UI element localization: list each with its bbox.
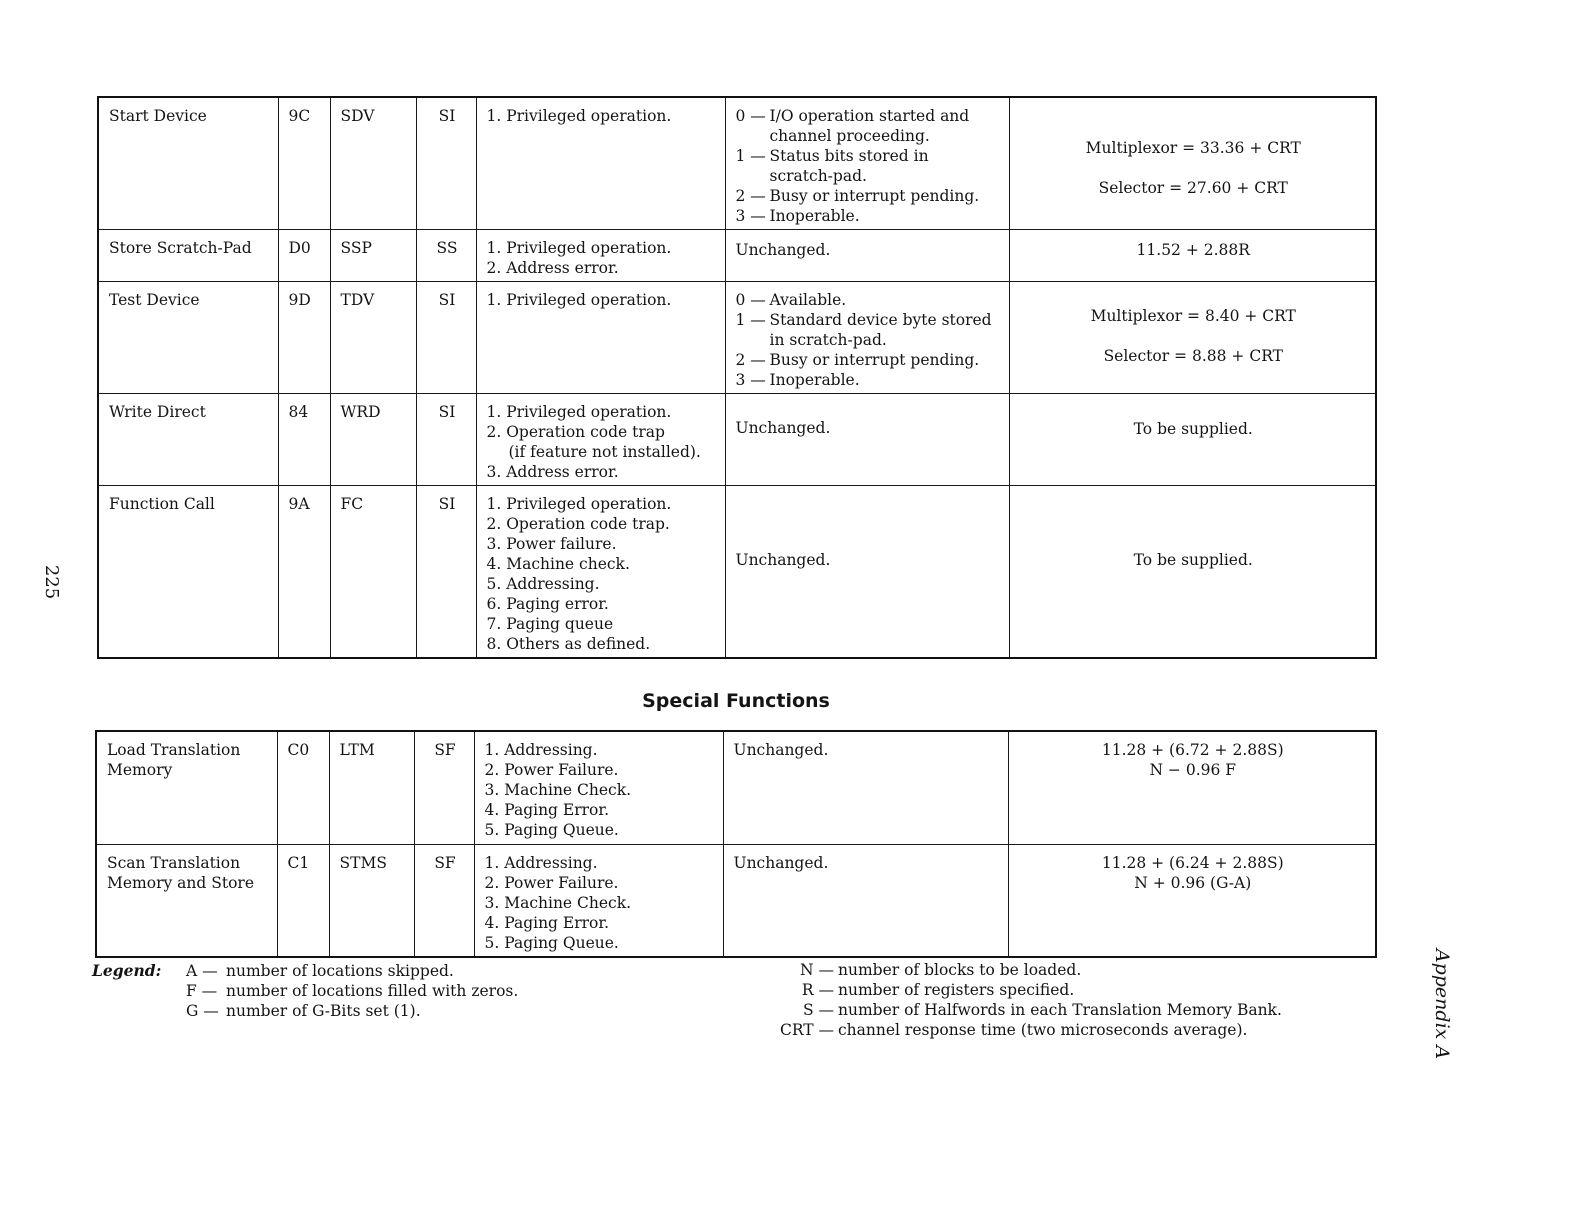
execution-time bbox=[1008, 731, 1376, 844]
execution-time bbox=[1009, 486, 1376, 659]
execution-time bbox=[1009, 282, 1376, 394]
legend bbox=[92, 961, 1392, 1041]
cc-value: I/O operation started and bbox=[769, 107, 970, 125]
time-line: 11.52 + 2.88R bbox=[1136, 241, 1250, 259]
execution-time bbox=[1008, 844, 1376, 957]
time-line: Multiplexor = 33.36 + CRT bbox=[1085, 139, 1301, 157]
exception-item: 2. Operation code trap bbox=[486, 423, 665, 441]
cc-key: 2 — bbox=[735, 187, 766, 205]
cc-item bbox=[736, 310, 1001, 330]
format: SI bbox=[416, 97, 476, 230]
mnemonic: SDV bbox=[330, 97, 416, 230]
exception-item: 3. Machine Check. bbox=[484, 781, 632, 799]
cc-key: 1 — bbox=[735, 311, 766, 329]
mnemonic: SSP bbox=[330, 230, 416, 282]
legend-item bbox=[186, 961, 518, 981]
op-code: 9C bbox=[278, 97, 330, 230]
mnemonic: STMS bbox=[329, 844, 414, 957]
instruction-name bbox=[98, 486, 278, 659]
mnemonic: TDV bbox=[330, 282, 416, 394]
instruction-name bbox=[96, 731, 277, 844]
program-exceptions bbox=[476, 230, 725, 282]
condition-code bbox=[725, 282, 1009, 394]
exception-item: 2. Operation code trap. bbox=[486, 515, 670, 533]
exception-item: 5. Paging Queue. bbox=[484, 821, 619, 839]
instruction-name-text: Write Direct bbox=[109, 403, 206, 421]
program-exceptions bbox=[474, 731, 723, 844]
exception-item: 1. Privileged operation. bbox=[486, 403, 672, 421]
cc-item bbox=[736, 106, 1001, 126]
section-title: Special Functions bbox=[642, 690, 830, 712]
exception-item: 5. Addressing. bbox=[486, 575, 600, 593]
exception-item: 1. Addressing. bbox=[484, 853, 598, 872]
op-code: 84 bbox=[278, 394, 330, 486]
instruction-table bbox=[97, 96, 1377, 659]
exception-item: 2. Address error. bbox=[486, 259, 619, 277]
cc-unchanged: Unchanged. bbox=[735, 419, 831, 437]
format: SI bbox=[416, 394, 476, 486]
cc-value: Available. bbox=[769, 291, 847, 309]
exception-item: 8. Others as defined. bbox=[486, 635, 651, 653]
instruction-name bbox=[98, 282, 278, 394]
cc-unchanged: Unchanged. bbox=[735, 241, 831, 259]
time-line: Multiplexor = 8.40 + CRT bbox=[1090, 307, 1296, 325]
legend-desc: number of G-Bits set (1). bbox=[226, 1002, 421, 1020]
legend-key: R — bbox=[801, 981, 834, 999]
cc-item bbox=[736, 186, 1001, 206]
condition-code bbox=[725, 394, 1009, 486]
instruction-name-line: Load Translation bbox=[107, 741, 241, 759]
format: SF bbox=[414, 731, 474, 844]
legend-label: Legend: bbox=[92, 961, 162, 980]
legend-key: F — bbox=[186, 982, 218, 1000]
op-code: C0 bbox=[277, 731, 329, 844]
cc-item bbox=[736, 206, 1001, 226]
cc-unchanged: Unchanged. bbox=[733, 853, 829, 872]
cc-continuation: scratch-pad. bbox=[769, 167, 867, 185]
instruction-name bbox=[98, 230, 278, 282]
execution-time bbox=[1009, 97, 1376, 230]
instruction-name-text: Test Device bbox=[109, 291, 200, 309]
legend-desc: number of registers specified. bbox=[838, 981, 1075, 999]
table-row bbox=[98, 486, 1376, 659]
cc-item bbox=[736, 370, 1001, 390]
exception-item: 4. Paging Error. bbox=[484, 913, 609, 932]
time-line: 11.28 + (6.24 + 2.88S) bbox=[1101, 853, 1284, 872]
exception-item: 7. Paging queue bbox=[486, 615, 614, 633]
legend-desc: channel response time (two microseconds average). bbox=[838, 1021, 1248, 1039]
cc-key: 0 — bbox=[735, 291, 766, 309]
legend-item bbox=[186, 981, 518, 1001]
op-code: C1 bbox=[277, 844, 329, 957]
cc-value: Standard device byte stored bbox=[769, 311, 992, 329]
exception-item: 3. Address error. bbox=[486, 463, 619, 481]
legend-key: S — bbox=[802, 1001, 834, 1019]
page-number: 225 bbox=[41, 564, 62, 600]
condition-code bbox=[725, 230, 1009, 282]
exception-item: 4. Paging Error. bbox=[484, 801, 609, 819]
instruction-name bbox=[96, 844, 277, 957]
table-row bbox=[98, 394, 1376, 486]
legend-item bbox=[772, 980, 1282, 1000]
legend-key: A — bbox=[186, 962, 218, 980]
mnemonic: WRD bbox=[330, 394, 416, 486]
exception-item: 4. Machine check. bbox=[486, 555, 630, 573]
table-row bbox=[96, 731, 1376, 844]
instruction-name-line: Memory and Store bbox=[107, 873, 255, 892]
cc-value: Inoperable. bbox=[769, 207, 860, 225]
op-code: 9D bbox=[278, 282, 330, 394]
exception-item: 1. Privileged operation. bbox=[486, 239, 672, 257]
exception-item: 1. Privileged operation. bbox=[486, 107, 672, 125]
program-exceptions bbox=[476, 486, 725, 659]
cc-key: 1 — bbox=[735, 147, 766, 165]
cc-item bbox=[736, 290, 1001, 310]
mnemonic: FC bbox=[330, 486, 416, 659]
legend-key: G — bbox=[186, 1002, 219, 1020]
exception-item: 2. Power Failure. bbox=[484, 761, 619, 779]
legend-key: N — bbox=[800, 961, 834, 979]
table-row bbox=[98, 230, 1376, 282]
legend-desc: number of Halfwords in each Translation Memory Bank. bbox=[838, 1001, 1282, 1019]
exception-item: 3. Machine Check. bbox=[484, 893, 632, 912]
cc-continuation: channel proceeding. bbox=[769, 127, 930, 145]
instruction-name-line: Scan Translation bbox=[107, 853, 241, 872]
legend-item bbox=[772, 1000, 1282, 1020]
exception-item: 1. Privileged operation. bbox=[486, 291, 672, 309]
legend-left-list bbox=[186, 961, 518, 1021]
cc-value: Inoperable. bbox=[769, 371, 860, 389]
program-exceptions bbox=[476, 282, 725, 394]
cc-value: Status bits stored in bbox=[769, 147, 929, 165]
time-line: To be supplied. bbox=[1133, 551, 1253, 569]
cc-unchanged: Unchanged. bbox=[733, 741, 829, 759]
op-code: 9A bbox=[278, 486, 330, 659]
legend-item bbox=[186, 1001, 518, 1021]
instruction-name-text: Store Scratch-Pad bbox=[109, 239, 252, 257]
cc-value: Busy or interrupt pending. bbox=[769, 187, 980, 205]
cc-key: 3 — bbox=[735, 371, 766, 389]
execution-time bbox=[1009, 230, 1376, 282]
cc-unchanged: Unchanged. bbox=[735, 551, 831, 569]
cc-item bbox=[736, 350, 1001, 370]
cc-key: 2 — bbox=[735, 351, 766, 369]
exception-item: 5. Paging Queue. bbox=[484, 933, 619, 952]
cc-value: Busy or interrupt pending. bbox=[769, 351, 980, 369]
cc-item bbox=[736, 146, 1001, 166]
program-exceptions bbox=[476, 97, 725, 230]
condition-code bbox=[725, 486, 1009, 659]
legend-item bbox=[772, 960, 1282, 980]
legend-desc: number of locations skipped. bbox=[226, 962, 454, 980]
format: SF bbox=[414, 844, 474, 957]
instruction-name-text: Start Device bbox=[109, 107, 207, 125]
format: SI bbox=[416, 486, 476, 659]
instruction-name-text: Function Call bbox=[109, 495, 215, 513]
condition-code bbox=[723, 731, 1008, 844]
exception-item: 3. Power failure. bbox=[486, 535, 617, 553]
cc-key: 0 — bbox=[735, 107, 766, 125]
table-row bbox=[98, 282, 1376, 394]
instruction-name bbox=[98, 97, 278, 230]
cc-key: 3 — bbox=[735, 207, 766, 225]
time-line: N − 0.96 F bbox=[1149, 761, 1237, 779]
instruction-name-line: Memory bbox=[107, 761, 173, 779]
exception-item: (if feature not installed). bbox=[508, 443, 701, 461]
time-line: N + 0.96 (G-A) bbox=[1134, 873, 1252, 892]
condition-code bbox=[725, 97, 1009, 230]
appendix-label: Appendix A bbox=[1431, 948, 1453, 1060]
condition-code bbox=[723, 844, 1008, 957]
format: SI bbox=[416, 282, 476, 394]
time-line: 11.28 + (6.72 + 2.88S) bbox=[1101, 741, 1284, 759]
execution-time bbox=[1009, 394, 1376, 486]
table-row bbox=[98, 97, 1376, 230]
special-functions-table bbox=[95, 730, 1377, 958]
legend-right-list bbox=[772, 960, 1282, 1040]
program-exceptions bbox=[476, 394, 725, 486]
cc-continuation: in scratch-pad. bbox=[769, 331, 887, 349]
exception-item: 1. Addressing. bbox=[484, 741, 598, 759]
instruction-name bbox=[98, 394, 278, 486]
exception-item: 2. Power Failure. bbox=[484, 873, 619, 892]
legend-item bbox=[772, 1020, 1282, 1040]
table-row bbox=[96, 844, 1376, 957]
time-line: Selector = 27.60 + CRT bbox=[1098, 179, 1288, 197]
op-code: D0 bbox=[278, 230, 330, 282]
legend-desc: number of locations filled with zeros. bbox=[226, 982, 519, 1000]
time-line: Selector = 8.88 + CRT bbox=[1103, 347, 1283, 365]
exception-item: 6. Paging error. bbox=[486, 595, 609, 613]
time-line: To be supplied. bbox=[1133, 420, 1253, 438]
legend-desc: number of blocks to be loaded. bbox=[838, 961, 1082, 979]
program-exceptions bbox=[474, 844, 723, 957]
format: SS bbox=[416, 230, 476, 282]
mnemonic: LTM bbox=[329, 731, 414, 844]
exception-item: 1. Privileged operation. bbox=[486, 495, 672, 513]
legend-key: CRT — bbox=[779, 1021, 834, 1039]
